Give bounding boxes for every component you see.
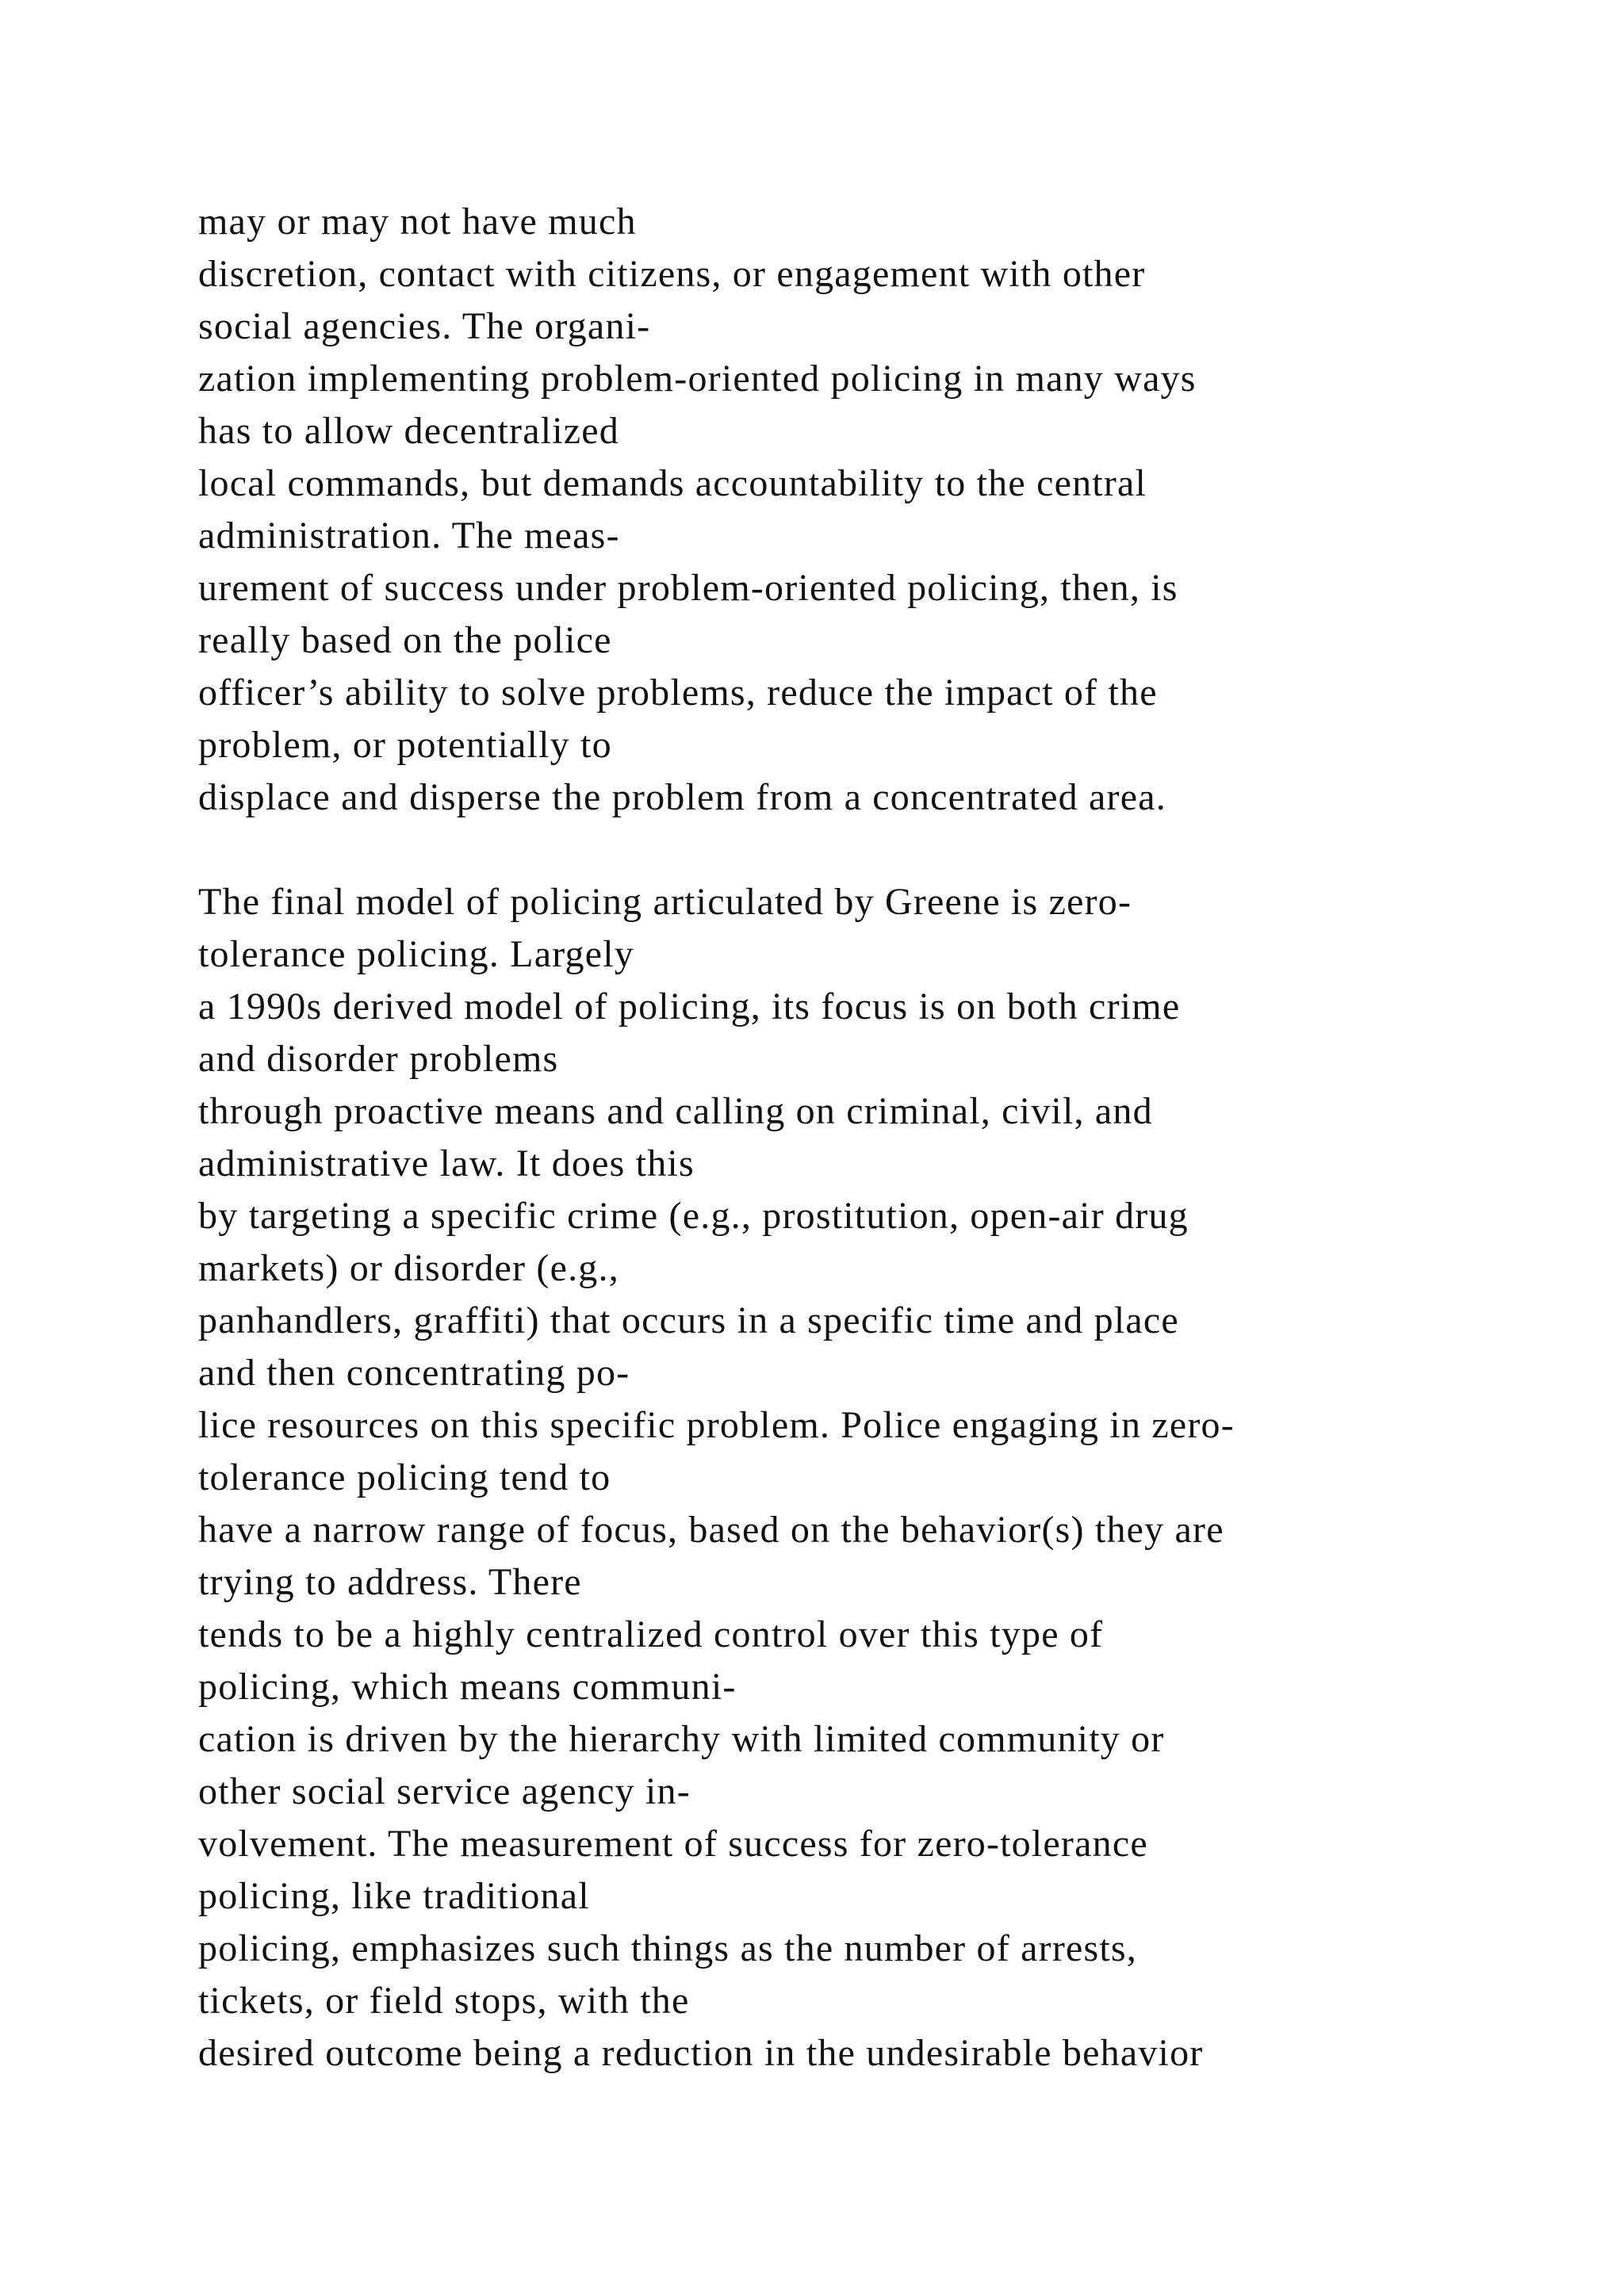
text-line: trying to address. There xyxy=(198,1561,582,1603)
text-line: social agencies. The organi- xyxy=(198,305,651,347)
text-line: local commands, but demands accountability to the central xyxy=(198,462,1147,504)
text-line: administrative law. It does this xyxy=(198,1142,695,1184)
text-line: zation implementing problem-oriented policing in many ways xyxy=(198,358,1197,400)
text-line: discretion, contact with citizens, or engagement with other xyxy=(198,253,1146,295)
text-line: desired outcome being a reduction in the undesirable behavior xyxy=(198,2032,1204,2074)
text-line: may or may not have much xyxy=(198,201,637,243)
text-line: panhandlers, graffiti) that occurs in a specific time and place xyxy=(198,1299,1179,1341)
text-line: and then concentrating po- xyxy=(198,1352,630,1394)
text-line: policing, emphasizes such things as the number of arrests, xyxy=(198,1927,1138,1969)
paragraph-problem-oriented-policing xyxy=(198,196,1594,824)
text-line: and disorder problems xyxy=(198,1038,559,1080)
document-body xyxy=(198,196,1594,2080)
text-line: officer’s ability to solve problems, reduce the impact of the xyxy=(198,672,1158,714)
text-line: tolerance policing. Largely xyxy=(198,933,634,975)
text-line: through proactive means and calling on criminal, civil, and xyxy=(198,1090,1153,1132)
text-line: really based on the police xyxy=(198,619,612,661)
text-line: cation is driven by the hierarchy with limited community or xyxy=(198,1718,1165,1760)
text-line: policing, like traditional xyxy=(198,1875,590,1917)
text-line: have a narrow range of focus, based on the behavior(s) they are xyxy=(198,1509,1224,1551)
text-line: displace and disperse the problem from a concentrated area. xyxy=(198,776,1166,818)
text-line: The final model of policing articulated by Greene is zero- xyxy=(198,881,1132,923)
paragraph-zero-tolerance-policing xyxy=(198,876,1594,2080)
text-line: other social service agency in- xyxy=(198,1770,691,1812)
text-line: urement of success under problem-oriented policing, then, is xyxy=(198,567,1178,609)
text-line: tolerance policing tend to xyxy=(198,1456,611,1498)
text-line: a 1990s derived model of policing, its focus is on both crime xyxy=(198,985,1181,1027)
text-line: by targeting a specific crime (e.g., prostitution, open-air drug xyxy=(198,1195,1189,1237)
text-line: markets) or disorder (e.g., xyxy=(198,1247,619,1289)
text-line: tickets, or field stops, with the xyxy=(198,1980,690,2022)
text-line: tends to be a highly centralized control over this type of xyxy=(198,1613,1104,1655)
text-line: lice resources on this specific problem. Police engaging in zero- xyxy=(198,1404,1235,1446)
text-line: policing, which means communi- xyxy=(198,1666,737,1708)
text-line: has to allow decentralized xyxy=(198,410,619,452)
text-line: volvement. The measurement of success for zero-tolerance xyxy=(198,1823,1148,1865)
text-line: administration. The meas- xyxy=(198,515,620,557)
text-line: problem, or potentially to xyxy=(198,724,612,766)
